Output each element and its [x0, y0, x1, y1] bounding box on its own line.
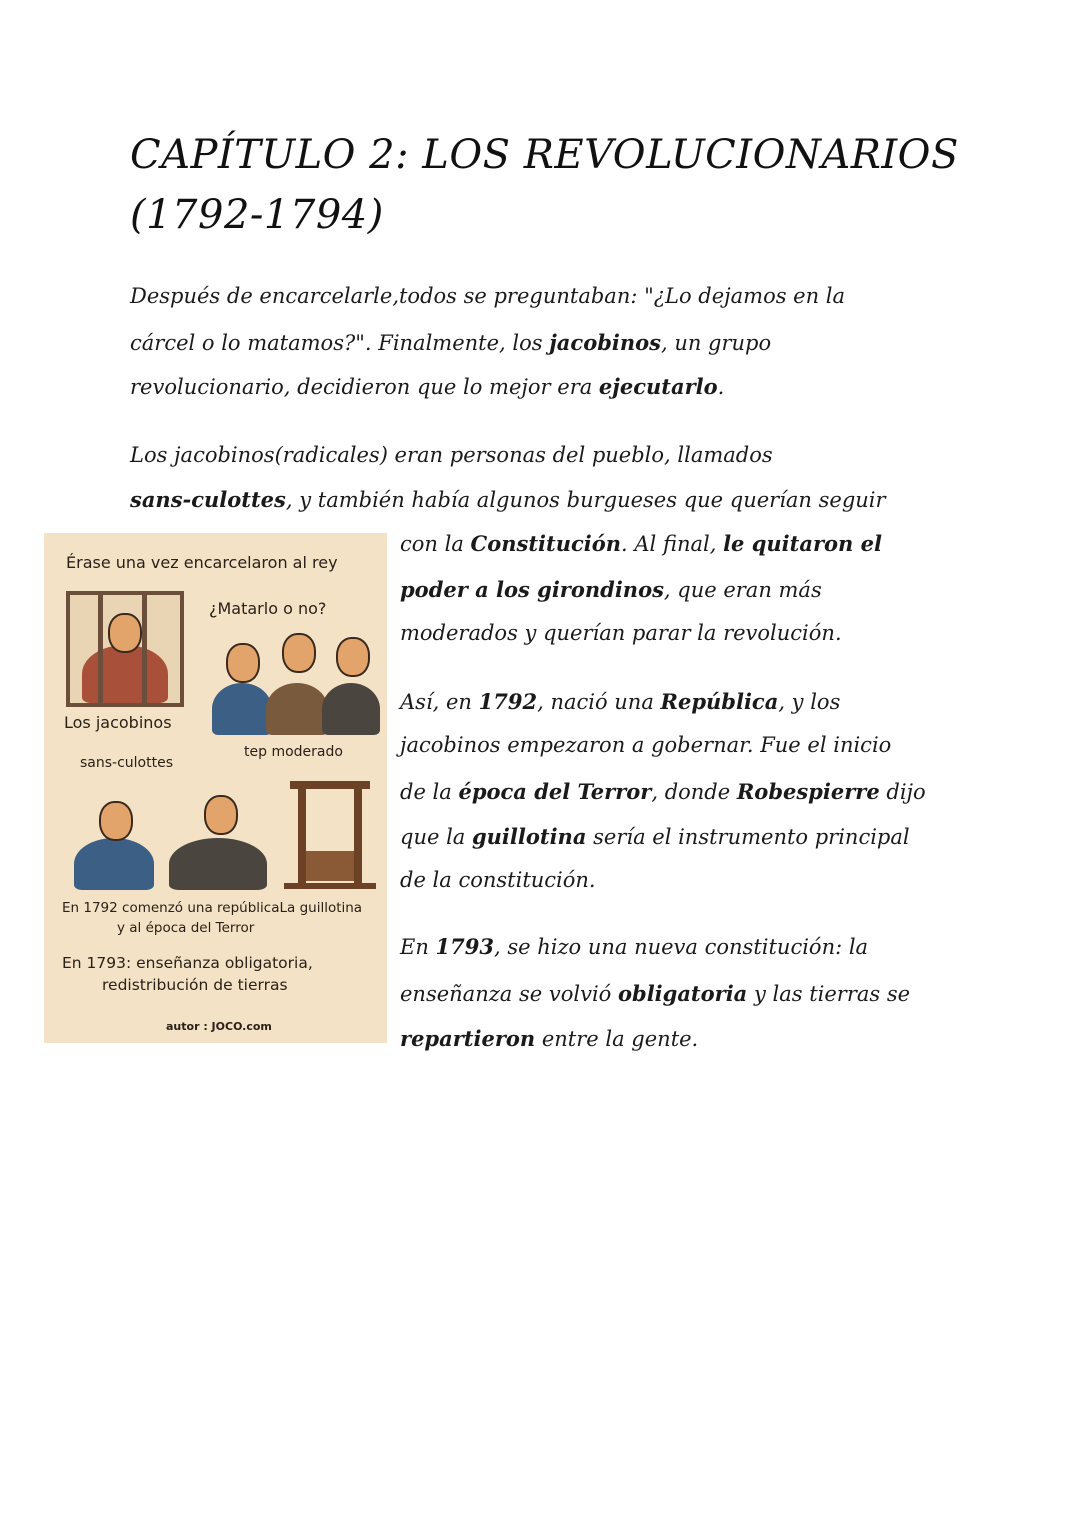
bold-term: jacobinos	[549, 330, 661, 355]
text-line	[400, 531, 882, 556]
bold-term: República	[660, 689, 779, 714]
text-line	[130, 330, 771, 355]
text-segment: dijo	[879, 780, 926, 804]
bold-term: guillotina	[471, 824, 587, 849]
illustration-heading: Érase una vez encarcelaron al rey	[66, 553, 338, 572]
caption-1792-cont: y al época del Terror	[117, 920, 255, 936]
text-segment: de la constitución.	[400, 868, 596, 892]
text-segment: cárcel o lo matamos?". Finalmente, los	[130, 331, 550, 355]
text-segment: . Al final,	[621, 532, 724, 556]
jail-cell-king	[66, 591, 184, 707]
chapter-years: (1792-1794)	[130, 192, 384, 238]
bold-term: obligatoria	[618, 981, 748, 1006]
text-line	[400, 1026, 698, 1051]
text-segment: que la	[400, 825, 472, 849]
bold-term: le quitaron el	[723, 531, 882, 556]
text-segment: y las tierras se	[747, 982, 911, 1006]
author-credit: autor : JOCO.com	[166, 1020, 272, 1033]
text-line	[400, 621, 842, 645]
bold-term: sans-culottes	[130, 487, 286, 512]
text-segment: enseñanza se volvió	[400, 982, 618, 1006]
bold-term: época del Terror	[458, 779, 652, 804]
text-line	[400, 779, 926, 804]
text-segment: , que eran más	[663, 578, 822, 602]
text-line	[400, 689, 840, 714]
text-segment: En	[400, 935, 436, 959]
text-line	[400, 981, 910, 1006]
text-line	[400, 824, 910, 849]
text-segment: con la	[400, 532, 471, 556]
text-segment: entre la gente.	[535, 1027, 699, 1051]
text-line	[130, 284, 845, 308]
text-segment: , y los	[778, 690, 841, 714]
text-segment: , y también había algunos burgueses que querían seguir	[285, 488, 886, 512]
text-segment: , un grupo	[660, 331, 772, 355]
bold-term: 1792	[478, 689, 538, 714]
text-line	[130, 443, 773, 467]
text-line	[400, 934, 868, 959]
text-segment: Después de encarcelarle,todos se preguntaban: "¿Lo dejamos en la	[130, 284, 846, 308]
caption-1793: En 1793: enseñanza obligatoria,	[62, 954, 313, 972]
text-line	[130, 487, 886, 512]
text-segment: , nació una	[537, 690, 661, 714]
caption-1792: En 1792 comenzó una repúblicaLa guillotina	[62, 900, 363, 916]
text-line	[400, 733, 891, 757]
text-segment: Los jacobinos(radicales) eran personas del pueblo, llamados	[130, 443, 773, 467]
chapter-title: CAPÍTULO 2: LOS REVOLUCIONARIOS	[130, 132, 959, 178]
guillotine-icon	[290, 781, 370, 891]
bold-term: repartieron	[400, 1026, 536, 1051]
text-line	[130, 374, 724, 399]
caption-1793-cont: redistribución de tierras	[102, 976, 288, 994]
text-segment: revolucionario, decidieron que lo mejor era	[130, 375, 599, 399]
speech-text: ¿Matarlo o no?	[209, 599, 327, 618]
text-line	[400, 868, 596, 892]
bold-term: 1793	[435, 934, 494, 959]
text-segment: moderados y querían parar la revolución.	[400, 621, 842, 645]
bold-term: ejecutarlo	[598, 374, 718, 399]
illustration-panel	[44, 533, 387, 1043]
bold-term: Robespierre	[736, 779, 880, 804]
label-jacobinos: Los jacobinos	[64, 713, 172, 732]
text-segment: , se hizo una nueva constitución: la	[493, 935, 869, 959]
text-segment: .	[717, 375, 725, 399]
text-segment: , donde	[651, 780, 737, 804]
bold-term: Constitución	[470, 531, 622, 556]
text-segment: sería el instrumento principal	[586, 825, 910, 849]
text-segment: jacobinos empezaron a gobernar. Fue el inicio	[400, 733, 892, 757]
bold-term: poder a los girondinos	[400, 577, 664, 602]
text-line	[400, 577, 822, 602]
text-segment: de la	[400, 780, 459, 804]
text-segment: Así, en	[400, 690, 479, 714]
label-moderado: tep moderado	[244, 744, 343, 760]
label-sansculottes: sans-culottes	[80, 755, 174, 771]
